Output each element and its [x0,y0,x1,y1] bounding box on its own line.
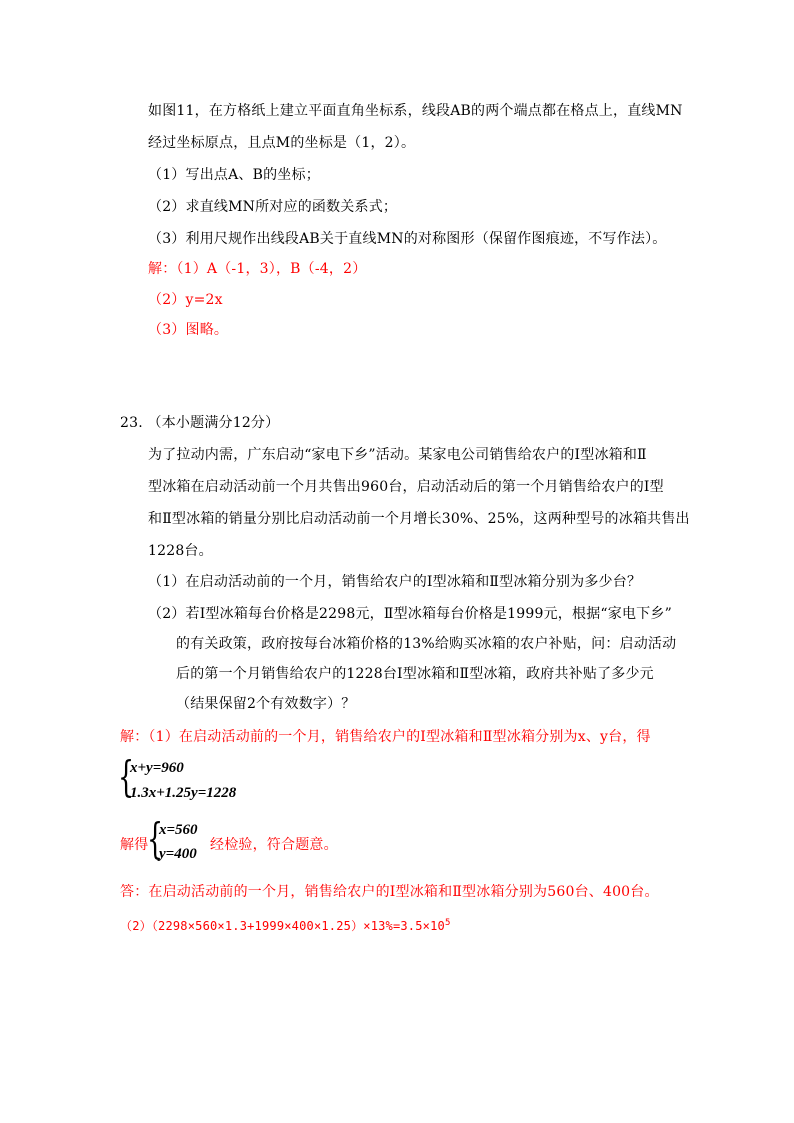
solve-prefix: 解得 [120,837,149,853]
p23-stem-line1: 为了拉动内需，广东启动“家电下乡”活动。某家电公司销售给农户的Ⅰ型冰箱和Ⅱ [148,447,647,463]
solve-suffix: 经检验，符合题意。 [210,837,338,853]
p23-answer-2-base: （2）（2298×560×1.3+1999×400×1.25）×13%=3.5×10 [120,919,445,933]
p22-stem-line2: 经过坐标原点，且点M的坐标是（1，2）。 [148,135,416,151]
p23-stem-line2: 型冰箱在启动活动前一个月共售出960台，启动活动后的第一个月销售给农户的Ⅰ型 [148,479,664,495]
p23-question-2-line4: （结果保留2个有效数字）？ [176,696,356,712]
p23-stem-line3: 和Ⅱ型冰箱的销量分别比启动活动前一个月增长30%、25%，这两种型号的冰箱共售出 [148,511,690,527]
p22-question-2: （2）求直线MN所对应的函数关系式； [148,199,398,215]
p23-header: 23. （本小题满分12分） [120,415,280,431]
p22-answer-2: （2）y=2x [148,292,223,308]
p22-question-1: （1）写出点A、B的坐标； [148,167,320,183]
p22-answer-1: 解：（1）A（-1，3），B（-4，2） [148,261,367,277]
result-y: y=400 [159,846,197,862]
result-x: x=560 [159,822,198,838]
p22-stem-line1: 如图11，在方格纸上建立平面直角坐标系，线段AB的两个端点都在格点上，直线MN [148,103,683,119]
p23-answer-2-exponent: 5 [444,918,451,928]
left-brace: { [118,752,135,801]
equation-1: x+y=960 [130,760,184,776]
equation-2: 1.3x+1.25y=1228 [130,785,237,801]
p23-stem-line4: 1228台。 [148,543,213,559]
p23-question-1: （1）在启动活动前的一个月，销售给农户的Ⅰ型冰箱和Ⅱ型冰箱分别为多少台？ [148,574,642,590]
p23-question-2-line3: 后的第一个月销售给农户的1228台Ⅰ型冰箱和Ⅱ型冰箱，政府共补贴了多少元 [176,666,654,682]
p22-question-3: （3）利用尺规作出线段AB关于直线MN的对称图形（保留作图痕迹，不写作法）。 [148,231,667,247]
left-brace: { [147,814,164,863]
p23-question-2-line1: （2）若Ⅰ型冰箱每台价格是2298元，Ⅱ型冰箱每台价格是1999元，根据“家电下乡” [148,606,672,622]
p22-answer-3: （3）图略。 [148,322,229,338]
p23-answer-2 [120,913,451,936]
p23-answer-1: 答：在启动活动前的一个月，销售给农户的Ⅰ型冰箱和Ⅱ型冰箱分别为560台、400台。 [120,884,659,900]
p23-solution-line1: 解：（1）在启动活动前的一个月，销售给农户的Ⅰ型冰箱和Ⅱ型冰箱分别为x、y台，得 [120,729,651,745]
p23-question-2-line2: 的有关政策，政府按每台冰箱价格的13%给购买冰箱的农户补贴，问：启动活动 [176,636,677,652]
